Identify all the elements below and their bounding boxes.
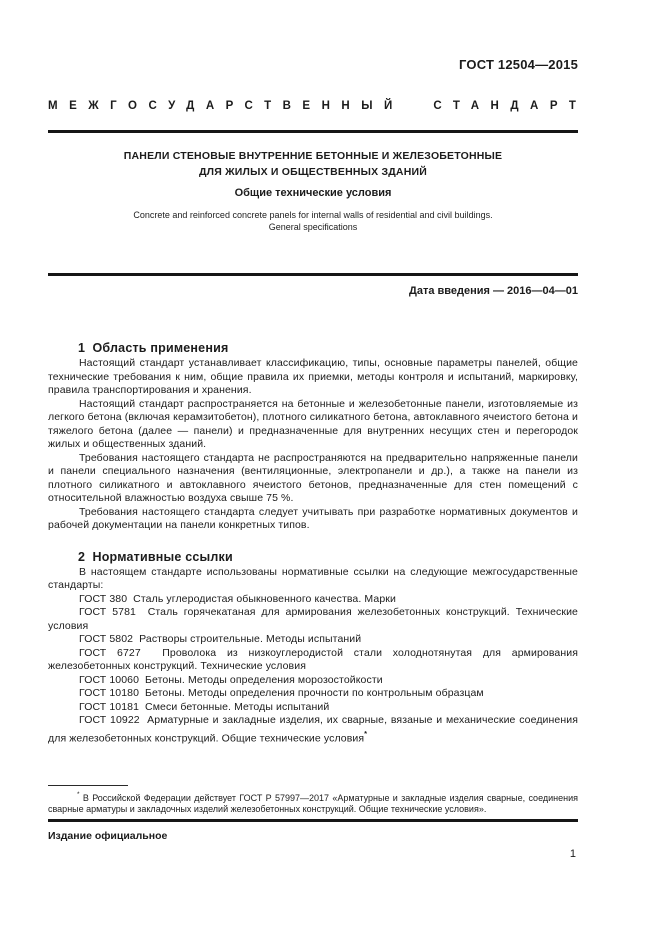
section-heading-scope: 1 Область применения [78,341,229,355]
scope-paragraph: Настоящий стандарт устанавливает классификацию, типы, основные параметры панелей, общие технические требования к ним, общие правила их приемки, методы контроля и испытаний, маркировку, правила транспортирования и хранения. [48,357,578,396]
scope-paragraph: Требования настоящего стандарта не распространяются на предварительно напряженные панели и панели специального назначения (вентиляционные, электропанели и др.), а также на панели из плотного силикатного и автоклавного ячеистого бетонов, предназначенные для стен помещений с относительной влажностью воздуха свыше 75 %. [48,451,578,504]
document-subtitle: Общие технические условия [234,187,392,199]
reference-item [48,714,578,746]
reference-item: ГОСТ 5802 Растворы строительные. Методы испытаний [79,633,362,645]
page-content [48,0,588,746]
standard-type-banner: МЕЖГОСУДАРСТВЕННЫЙ СТАНДАРТ [48,100,588,112]
reference-item: ГОСТ 5781 Сталь горячекатаная для армирования железобетонных конструкций. Технические условия [48,606,578,632]
effective-date: Дата введения — 2016—04—01 [409,285,578,297]
doc-code: ГОСТ 12504—2015 [459,57,578,72]
edition-note: Издание официальное [48,830,168,842]
footer-area [48,785,578,861]
footnote-reference-mark: * [364,728,368,738]
footnote-body: В Российской Федерации действует ГОСТ Р 57997—2017 «Арматурные и закладные изделия сварные, соединения сварные арматуры и закладочных изделий железобетонных конструкций. Общие технические условия». [48,793,578,814]
reference-item: ГОСТ 6727 Проволока из низкоуглеродистой стали холоднотянутая для армирования железобетонных конструкций. Технические условия [48,646,578,672]
horizontal-rule-bottom [48,819,578,822]
normative-refs-intro: В настоящем стандарте использованы нормативные ссылки на следующие межгосударственные стандарты: [48,565,578,591]
horizontal-rule-top [48,130,578,133]
scope-paragraph: Требования настоящего стандарта следует учитывать при разработке нормативных документов и рабочей документации на панели конкретных типов. [48,505,578,531]
document-title-line-1: ПАНЕЛИ СТЕНОВЫЕ ВНУТРЕННИЕ БЕТОННЫЕ И ЖЕЛЕЗОБЕТОННЫЕ [123,150,503,162]
scope-paragraph: Настоящий стандарт распространяется на бетонные и железобетонные панели, изготовляемые из легкого бетона (включая керамзитобетон), плотного силикатного бетона, автоклавного ячеистого бетона и тяжелого бетона (далее — панели) и предназначенные для внутренних несущих стен и перегородок жилых и общественных зданий. [48,397,578,450]
reference-item: ГОСТ 10180 Бетоны. Методы определения прочности по контрольным образцам [79,687,484,699]
document-title-english-line-1: Concrete and reinforced concrete panels for internal walls of residential and civil buildings. [133,210,493,220]
reference-item: ГОСТ 380 Сталь углеродистая обыкновенного качества. Марки [79,592,396,605]
page-number: 1 [569,848,576,860]
document-title-line-2: ДЛЯ ЖИЛЫХ И ОБЩЕСТВЕННЫХ ЗДАНИЙ [198,166,427,178]
document-title-english-line-2: General specifications [268,222,358,232]
section-heading-normative-refs: 2 Нормативные ссылки [78,549,233,564]
document-title-english [48,209,578,233]
document-title [48,148,578,180]
reference-item: ГОСТ 10060 Бетоны. Методы определения морозостойкости [79,673,383,686]
reference-item: ГОСТ 10181 Смеси бетонные. Методы испытаний [79,700,330,713]
horizontal-rule-under-title [48,273,578,276]
reference-item-text: ГОСТ 10922 Арматурные и закладные изделия, их сварные, вязаные и механические соединения для железобетонных конструкций. Общие технические условия [48,714,578,744]
footnote-text [48,790,578,815]
footnote-marker: * [77,791,80,798]
footnote-separator-rule [48,785,128,786]
